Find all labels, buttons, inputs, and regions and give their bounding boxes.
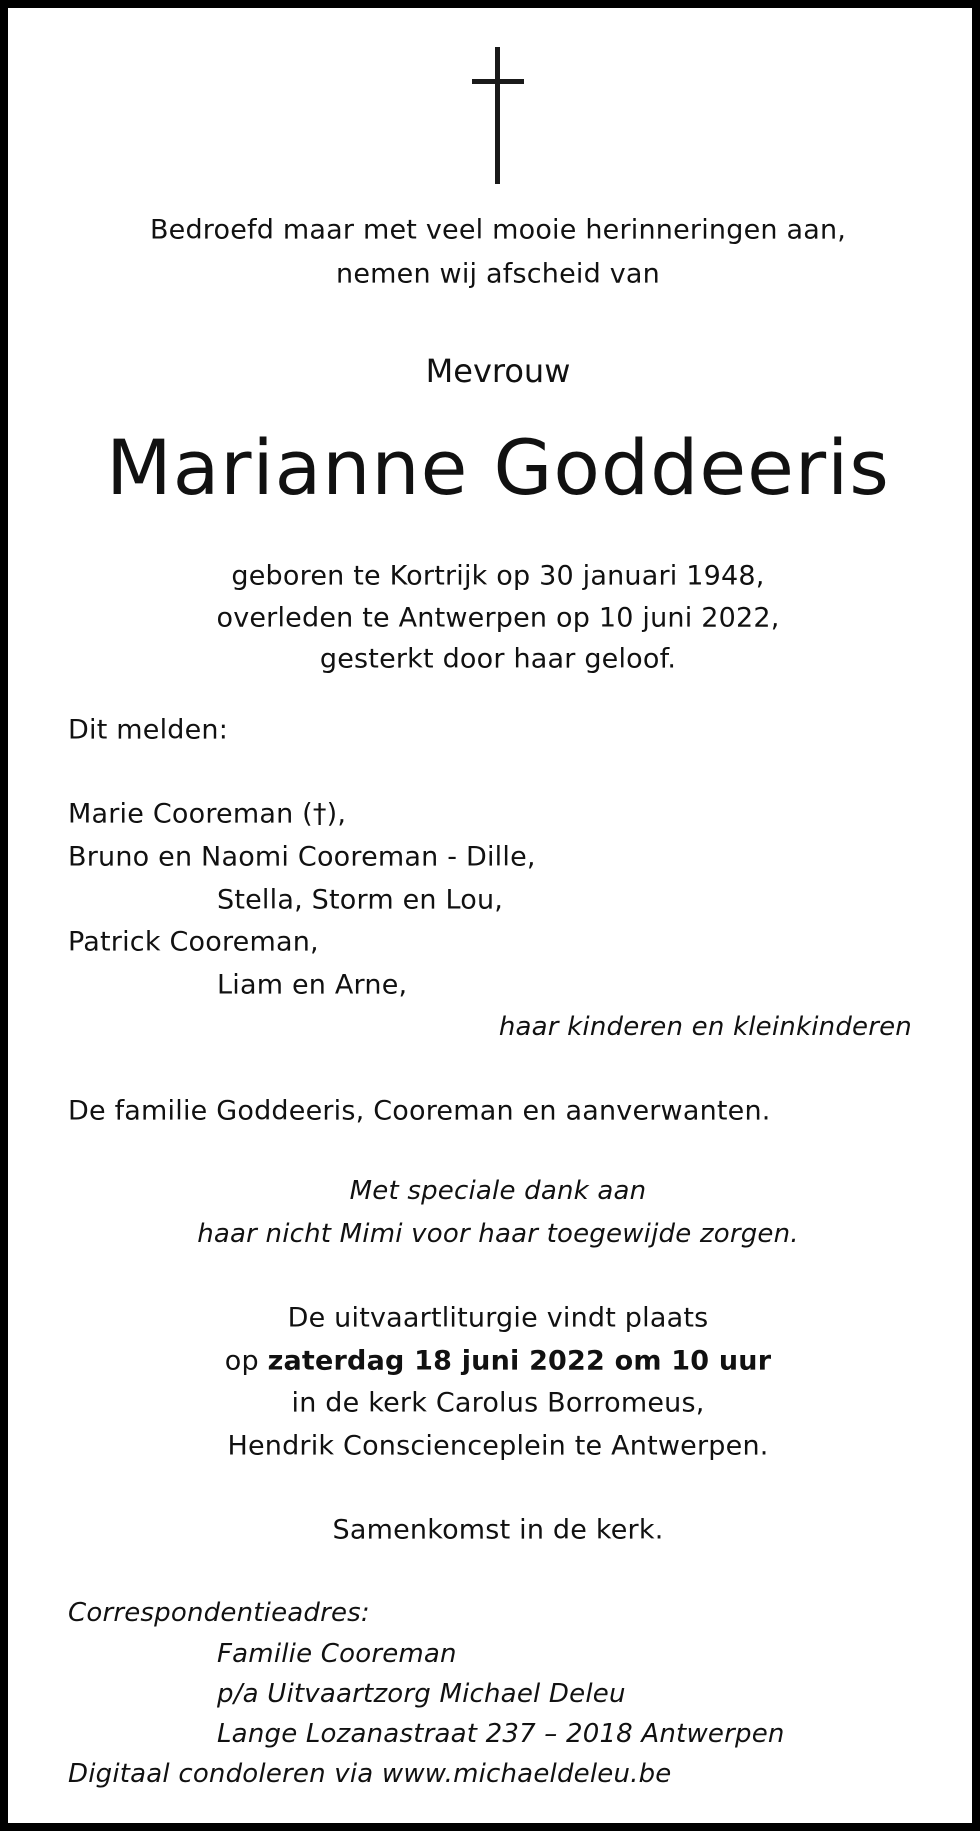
gathering-note: Samenkomst in de kerk. [332, 1514, 664, 1546]
honorific: Mevrouw [425, 352, 571, 390]
ceremony-line-1: De uitvaartliturgie vindt plaats [287, 1302, 709, 1334]
birth-line: geboren te Kortrijk op 30 januari 1948, [231, 560, 765, 592]
faith-line: gesterkt door haar geloof. [319, 643, 677, 675]
intro-line-2: nemen wij afscheid van [336, 258, 660, 290]
announcers-heading: Dit melden: [68, 714, 229, 746]
address-line: p/a Uitvaartzorg Michael Deleu [217, 1679, 626, 1709]
correspondence-label: Correspondentieadres: [68, 1598, 370, 1628]
ceremony-line-3: in de kerk Carolus Borromeus, [291, 1387, 705, 1419]
ceremony-date-time: zaterdag 18 juni 2022 om 10 uur [267, 1345, 772, 1377]
death-line: overleden te Antwerpen op 10 juni 2022, [216, 602, 780, 634]
family-relation: haar kinderen en kleinkinderen [498, 1012, 912, 1042]
thanks-line-1: Met speciale dank aan [349, 1176, 647, 1206]
intro-line-1: Bedroefd maar met veel mooie herinneringen aan, [149, 214, 847, 246]
family-member-grandchildren: Stella, Storm en Lou, [217, 884, 504, 916]
cross-horizontal-bar [472, 79, 524, 84]
ceremony-prefix: op [224, 1345, 268, 1377]
family-member: Marie Cooreman (†), [68, 798, 347, 830]
address-line: Familie Cooreman [217, 1639, 457, 1669]
thanks-line-2: haar nicht Mimi voor haar toegewijde zorgen. [197, 1219, 799, 1249]
online-condolences: Digitaal condoleren via www.michaeldeleu.be [68, 1759, 672, 1789]
deceased-name: Marianne Goddeeris [106, 423, 890, 512]
address-line: Lange Lozanastraat 237 – 2018 Antwerpen [217, 1719, 785, 1749]
family-member: Patrick Cooreman, [68, 926, 319, 958]
cross-vertical-bar [495, 47, 500, 184]
family-member: Bruno en Naomi Cooreman - Dille, [68, 841, 536, 873]
ceremony-line-4: Hendrik Conscienceplein te Antwerpen. [227, 1430, 769, 1462]
ceremony-line-2 [8, 1345, 980, 1377]
family-member-grandchildren: Liam en Arne, [217, 969, 408, 1001]
extended-family: De familie Goddeeris, Cooreman en aanverwanten. [68, 1095, 771, 1127]
